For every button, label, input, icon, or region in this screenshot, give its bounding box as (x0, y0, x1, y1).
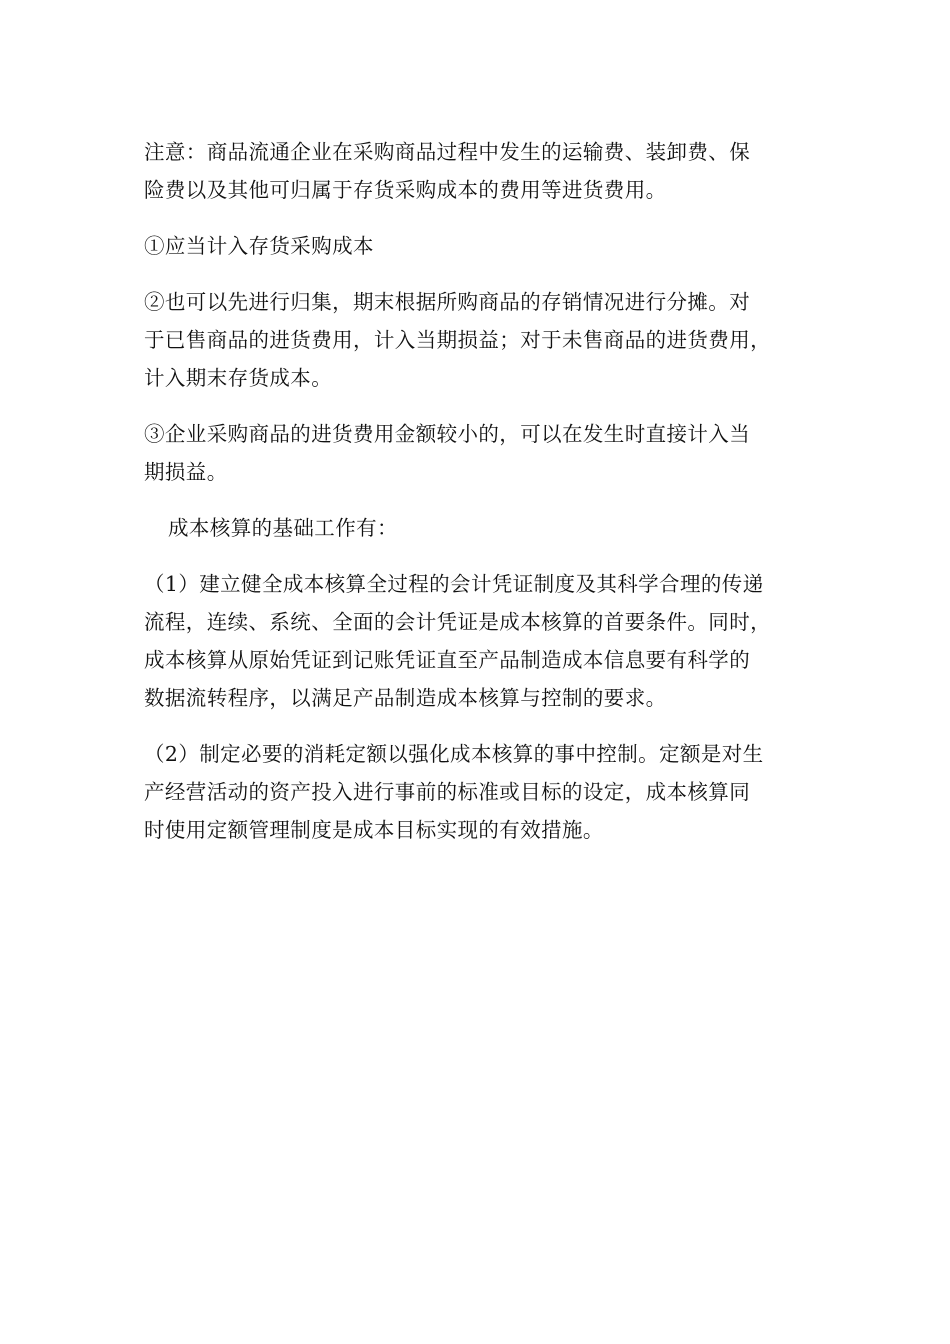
text-line: ①应当计入存货采购成本 (144, 234, 374, 258)
paragraph-basis-1 (144, 565, 806, 717)
text-line: （2）制定必要的消耗定额以强化成本核算的事中控制。定额是对生 (144, 742, 764, 766)
text-line: 计入期末存货成本。 (144, 366, 333, 390)
text-line: 产经营活动的资产投入进行事前的标准或目标的设定，成本核算同 (144, 780, 751, 804)
document-body (144, 133, 806, 867)
text-line: 期损益。 (144, 460, 228, 484)
text-line: 注意：商品流通企业在采购商品过程中发生的运输费、装卸费、保 (144, 140, 751, 164)
section-heading (144, 509, 806, 547)
paragraph-item-3 (144, 415, 806, 491)
text-line: ②也可以先进行归集，期末根据所购商品的存销情况进行分摊。对 (144, 290, 751, 314)
text-line: 于已售商品的进货费用，计入当期损益；对于未售商品的进货费用， (144, 328, 771, 352)
text-line: 成本核算从原始凭证到记账凭证直至产品制造成本信息要有科学的 (144, 648, 751, 672)
text-line: （1）建立健全成本核算全过程的会计凭证制度及其科学合理的传递 (144, 572, 764, 596)
text-line: 时使用定额管理制度是成本目标实现的有效措施。 (144, 818, 604, 842)
paragraph-item-1 (144, 227, 806, 265)
paragraph-item-2 (144, 283, 806, 397)
paragraph-note (144, 133, 806, 209)
text-line: 数据流转程序，以满足产品制造成本核算与控制的要求。 (144, 686, 667, 710)
text-line: 险费以及其他可归属于存货采购成本的费用等进货费用。 (144, 178, 667, 202)
text-line: 成本核算的基础工作有： (168, 516, 398, 540)
paragraph-basis-2 (144, 735, 806, 849)
text-line: ③企业采购商品的进货费用金额较小的，可以在发生时直接计入当 (144, 422, 751, 446)
text-line: 流程，连续、系统、全面的会计凭证是成本核算的首要条件。同时， (144, 610, 771, 634)
